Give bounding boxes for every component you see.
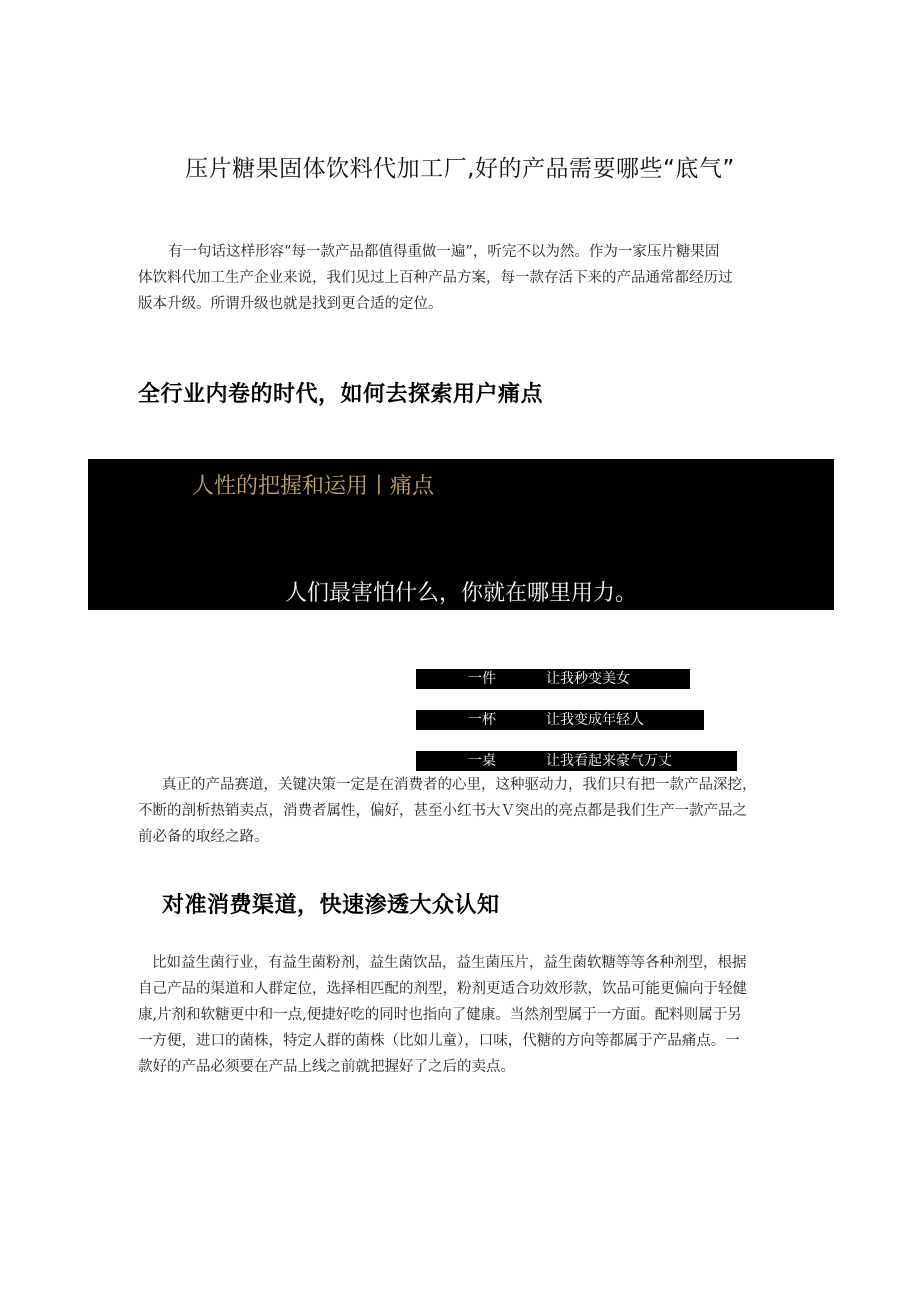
paragraph-line: 真正的产品赛道，关键决策一定是在消费者的心里，这种驱动力，我们只有把一款产品深挖， xyxy=(162,777,757,793)
slogan-bar-value: 让我看起来豪气万丈 xyxy=(546,753,672,769)
intro-line: 版本升级。所谓升级也就是找到更合适的定位。 xyxy=(138,296,443,312)
page-title: 压片糖果固体饮料代加工厂,好的产品需要哪些“底气” xyxy=(185,156,735,182)
paragraph-line: 比如益生菌行业，有益生菌粉剂，益生菌饮品，益生菌压片，益生菌软糖等等各种剂型，根据 xyxy=(152,955,747,971)
section-heading-consumer-channels: 对准消费渠道，快速渗透大众认知 xyxy=(162,893,500,918)
slogan-bar-key: 一杯 xyxy=(468,712,496,728)
banner-slogan: 人们最害怕什么，你就在哪里用力。 xyxy=(284,581,637,606)
slogan-bar-value: 让我变成年轻人 xyxy=(546,712,644,728)
slogan-bar xyxy=(416,710,704,730)
paragraph-line: 康,片剂和软糖更中和一点,便捷好吃的同时也指向了健康。当然剂型属于一方面。配料则属于另 xyxy=(138,1007,742,1023)
paragraph-line: 不断的剖析热销卖点，消费者属性，偏好，甚至小红书大Ｖ突出的亮点都是我们生产一款产品之 xyxy=(138,803,747,819)
paragraph-line: 一方便，进口的菌株，特定人群的菌株（比如儿童），口味，代糖的方向等都属于产品痛点。一 xyxy=(138,1033,740,1049)
section-heading-user-pain-points: 全行业内卷的时代，如何去探索用户痛点 xyxy=(138,382,544,407)
intro-line: 有一句话这样形容“每一款产品都值得重做一遍”，听完不以为然。作为一家压片糖果固 xyxy=(168,244,720,260)
intro-line: 体饮料代加工生产企业来说，我们见过上百种产品方案，每一款存活下来的产品通常都经历过 xyxy=(138,270,733,286)
product-track-paragraph xyxy=(138,772,757,850)
intro-paragraph xyxy=(138,239,733,317)
slogan-bar xyxy=(416,751,737,771)
probiotics-paragraph xyxy=(138,950,747,1080)
paragraph-line: 前必备的取经之路。 xyxy=(138,829,269,845)
slogan-bar-value: 让我秒变美女 xyxy=(546,671,630,687)
banner-image xyxy=(88,459,834,610)
slogan-bar-key: 一桌 xyxy=(468,753,496,769)
banner-caption: 人性的把握和运用丨痛点 xyxy=(192,474,435,499)
slogan-bar-key: 一件 xyxy=(468,671,496,687)
slogan-bar xyxy=(416,669,690,689)
paragraph-line: 自己产品的渠道和人群定位，选择相匹配的剂型，粉剂更适合功效形款，饮品可能更偏向于轻健 xyxy=(138,981,747,997)
paragraph-line: 款好的产品必须要在产品上线之前就把握好了之后的卖点。 xyxy=(138,1059,515,1075)
